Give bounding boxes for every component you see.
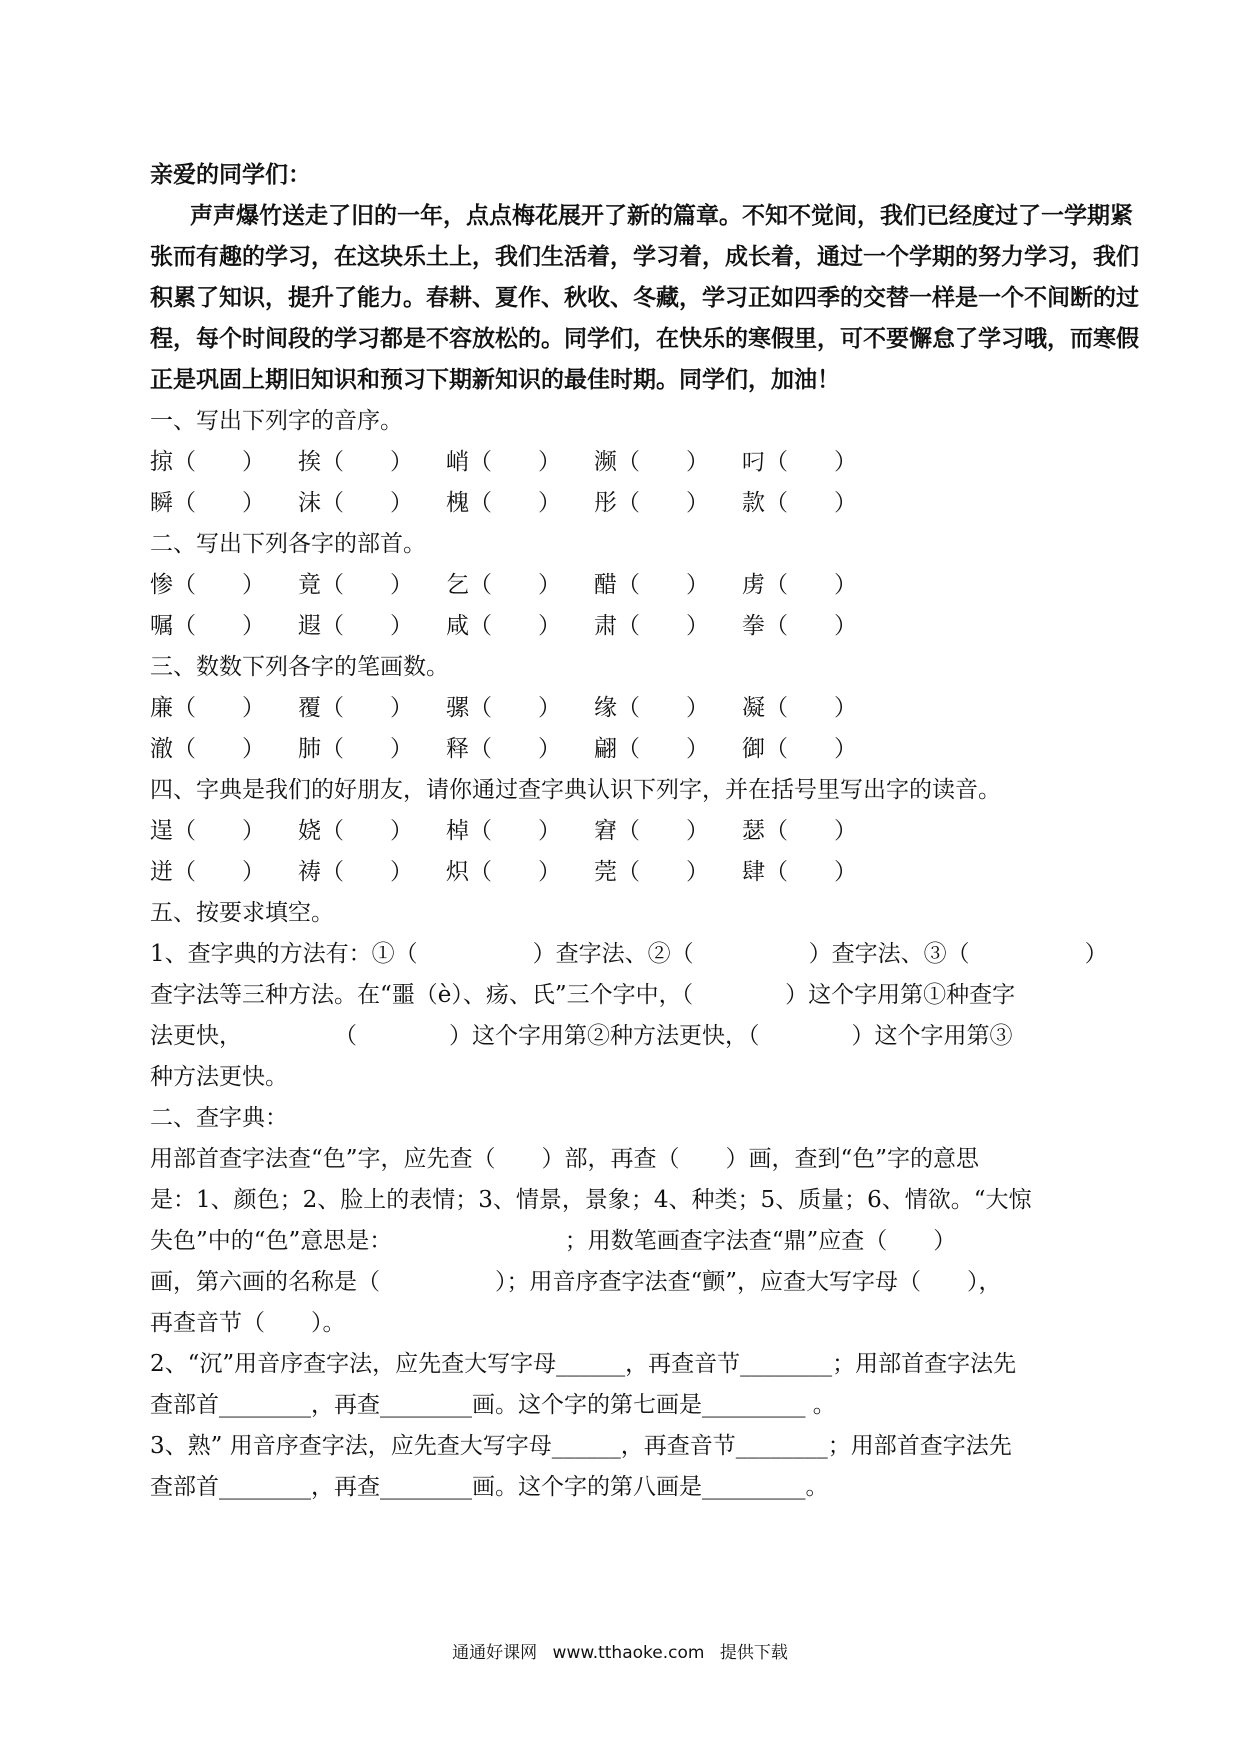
char-blank: 掠（ ） [150,449,265,475]
char-blank: 沫（ ） [298,490,413,516]
char-blank: 窘（ ） [594,818,709,844]
char-blank: 槐（ ） [446,490,561,516]
char-blank: 祷（ ） [298,859,413,885]
footer-action: 提供下载 [719,1643,788,1663]
footer-site-name: 通通好课网 [452,1643,538,1663]
fill-line: 1、查字典的方法有：①（ ）查字法、②（ ）查字法、③（ ） [150,941,1108,967]
fill-line: 3、熟” 用音序查字法，应先查大写字母______，再查音节________；用部首查字法先 [150,1433,1012,1459]
fill-line: 查部首________，再查________画。这个字的第七画是_________ 。 [150,1392,836,1418]
footer-url[interactable]: www.tthaoke.com [552,1643,705,1663]
char-blank: 肆（ ） [742,859,857,885]
char-blank: 炽（ ） [446,859,561,885]
char-blank: 咸（ ） [446,613,561,639]
char-blank: 莞（ ） [594,859,709,885]
char-blank: 肺（ ） [298,736,413,762]
intro-line: 正是巩固上期旧知识和预习下期新知识的最佳时期。同学们，加油！ [150,366,840,393]
greeting: 亲爱的同学们： [150,161,311,188]
fill-line: 2、“沉”用音序查字法，应先查大写字母______，再查音节________；用部首查字法先 [150,1351,1017,1377]
char-blank: 澈（ ） [150,736,265,762]
char-blank: 凝（ ） [742,695,857,721]
fill-line: 查字法等三种方法。在“噩（è）、疡、氏”三个字中，（ ）这个字用第①种查字 [150,982,1016,1008]
section-title-5: 五、按要求填空。 [150,900,334,926]
char-blank: 款（ ） [742,490,857,516]
char-blank: 濒（ ） [594,449,709,475]
char-blank: 缘（ ） [594,695,709,721]
section-title-4: 四、字典是我们的好朋友，请你通过查字典认识下列字，并在括号里写出字的读音。 [150,777,1001,803]
char-blank: 骡（ ） [446,695,561,721]
char-blank: 翩（ ） [594,736,709,762]
char-blank: 娆（ ） [298,818,413,844]
char-blank: 乞（ ） [446,572,561,598]
char-blank: 醋（ ） [594,572,709,598]
char-blank: 虏（ ） [742,572,857,598]
char-blank: 嘱（ ） [150,613,265,639]
char-blank: 竟（ ） [298,572,413,598]
char-blank: 瑟（ ） [742,818,857,844]
fill-line: 种方法更快。 [150,1064,288,1090]
char-blank: 挨（ ） [298,449,413,475]
section-title-1: 一、写出下列字的音序。 [150,408,403,434]
char-blank: 覆（ ） [298,695,413,721]
fill-line: 二、查字典： [150,1105,288,1131]
fill-line: 法更快， （ ）这个字用第②种方法更快，（ ）这个字用第③ [150,1023,1013,1049]
fill-line: 画，第六画的名称是（ ）；用音序查字法查“颤”，应查大写字母（ ）， [150,1269,1002,1295]
char-blank: 瞬（ ） [150,490,265,516]
char-blank: 峭（ ） [446,449,561,475]
char-blank: 棹（ ） [446,818,561,844]
fill-line: 再查音节（ ）。 [150,1310,346,1336]
intro-line: 声声爆竹送走了旧的一年，点点梅花展开了新的篇章。不知不觉间，我们已经度过了一学期紧 [190,202,1133,229]
char-blank: 御（ ） [742,736,857,762]
section-title-2: 二、写出下列各字的部首。 [150,531,426,557]
intro-line: 张而有趣的学习，在这块乐土上，我们生活着，学习着，成长着，通过一个学期的努力学习，我们 [150,243,1139,270]
char-blank: 肃（ ） [594,613,709,639]
char-blank: 彤（ ） [594,490,709,516]
char-blank: 释（ ） [446,736,561,762]
intro-line: 积累了知识，提升了能力。春耕、夏作、秋收、冬藏，学习正如四季的交替一样是一个不间断的过 [150,284,1139,311]
page-footer [0,1638,1240,1663]
fill-line: 查部首________，再查________画。这个字的第八画是_________。 [150,1474,829,1500]
intro-line: 程，每个时间段的学习都是不容放松的。同学们，在快乐的寒假里，可不要懈怠了学习哦，而寒假 [150,325,1139,352]
char-blank: 迸（ ） [150,859,265,885]
char-blank: 叼（ ） [742,449,857,475]
fill-line: 用部首查字法查“色”字，应先查（ ）部，再查（ ）画，查到“色”字的意思 [150,1146,980,1172]
char-blank: 逞（ ） [150,818,265,844]
char-blank: 拳（ ） [742,613,857,639]
section-title-3: 三、数数下列各字的笔画数。 [150,654,449,680]
fill-line: 失色”中的“色”意思是： ；用数笔画查字法查“鼎”应查（ ） [150,1228,957,1254]
char-blank: 遐（ ） [298,613,413,639]
char-blank: 廉（ ） [150,695,265,721]
fill-line: 是：1、颜色；2、脸上的表情；3、情景，景象；4、种类；5、质量；6、情欲。“大惊 [150,1187,1032,1213]
char-blank: 惨（ ） [150,572,265,598]
